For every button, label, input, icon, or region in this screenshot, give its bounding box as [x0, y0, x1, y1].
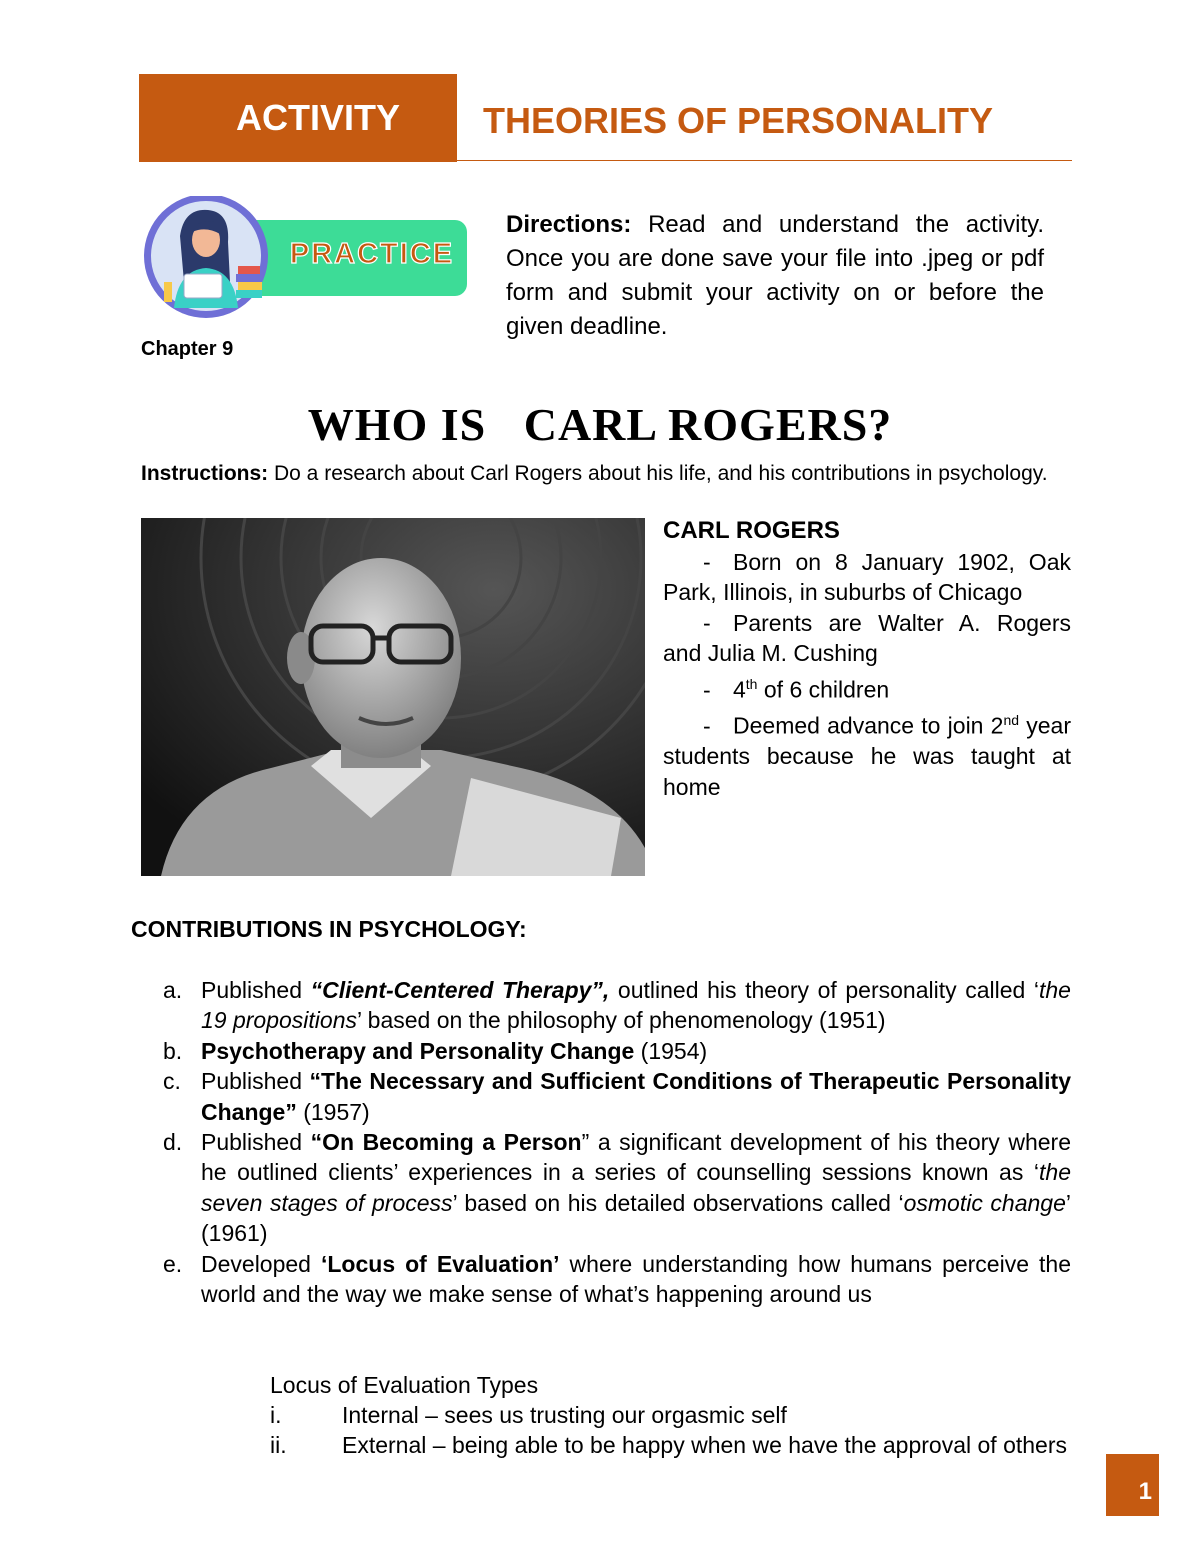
practice-badge [140, 196, 470, 320]
directions-text: Read and understand the activity. Once you are done save your file into .jpeg or pdf form and submit your activity on or before the given deadline. [506, 211, 1044, 340]
page-number: 1 [1138, 1478, 1152, 1505]
list-item: d. Published “On Becoming a Person” a significant development of his theory where he outlined clients’ experiences in a series of counselling sessions known as ‘the seven stages of process’ based on his detailed observations called ‘osmotic change’ (1961) [163, 1129, 1072, 1247]
directions-label: Directions: [506, 211, 632, 238]
page-title [0, 398, 1200, 451]
contributions-heading: CONTRIBUTIONS IN PSYCHOLOGY: [131, 916, 527, 942]
list-item: i. Internal – sees us trusting our orgasmic self [270, 1402, 787, 1428]
bio-section [663, 516, 1071, 803]
practice-badge-label: PRACTICE [289, 238, 455, 270]
list-item: ii. External – being able to be happy when we have the approval of others [270, 1432, 1067, 1459]
header-title: THEORIES OF PERSONALITY [483, 100, 994, 141]
header-underline [457, 160, 1072, 161]
instructions-text: Do a research about Carl Rogers about his life, and his contributions in psychology. [268, 462, 1048, 485]
instructions-label: Instructions: [141, 462, 269, 485]
locus-types-list [270, 1400, 1071, 1461]
page-title-text: WHO IS CARL ROGERS? [307, 399, 893, 450]
list-item: e. Developed ‘Locus of Evaluation’ where understanding how humans perceive the world and the way we make sense of what’s happening around us [163, 1250, 1071, 1308]
bio-name: CARL ROGERS [663, 517, 840, 544]
carl-rogers-photo [141, 518, 645, 876]
list-item: c. Published “The Necessary and Sufficient Conditions of Therapeutic Personality Change” (1957) [163, 1068, 1071, 1125]
bio-item: - Born on 8 January 1902, Oak Park, Illinois, in suburbs of Chicago [663, 548, 1071, 606]
locus-types-heading: Locus of Evaluation Types [270, 1372, 539, 1398]
chapter-label: Chapter 9 [141, 338, 234, 360]
directions-paragraph [506, 208, 1044, 344]
contributions-list [163, 975, 1071, 1309]
list-item: a. Published “Client-Centered Therapy”, outlined his theory of personality called ‘the 19 propositions’ based on the philosophy of phenomenology (1951) [163, 977, 1071, 1034]
bio-item: - Deemed advance to join 2nd year students because he was taught at home [663, 712, 1071, 801]
activity-label: ACTIVITY [235, 97, 400, 138]
list-item: b. Psychotherapy and Personality Change (1954) [163, 1037, 708, 1064]
instructions-paragraph [141, 460, 1051, 488]
bio-item: - Parents are Walter A. Rogers and Julia M. Cushing [663, 609, 1071, 667]
bio-item: - 4th of 6 children [703, 675, 890, 703]
